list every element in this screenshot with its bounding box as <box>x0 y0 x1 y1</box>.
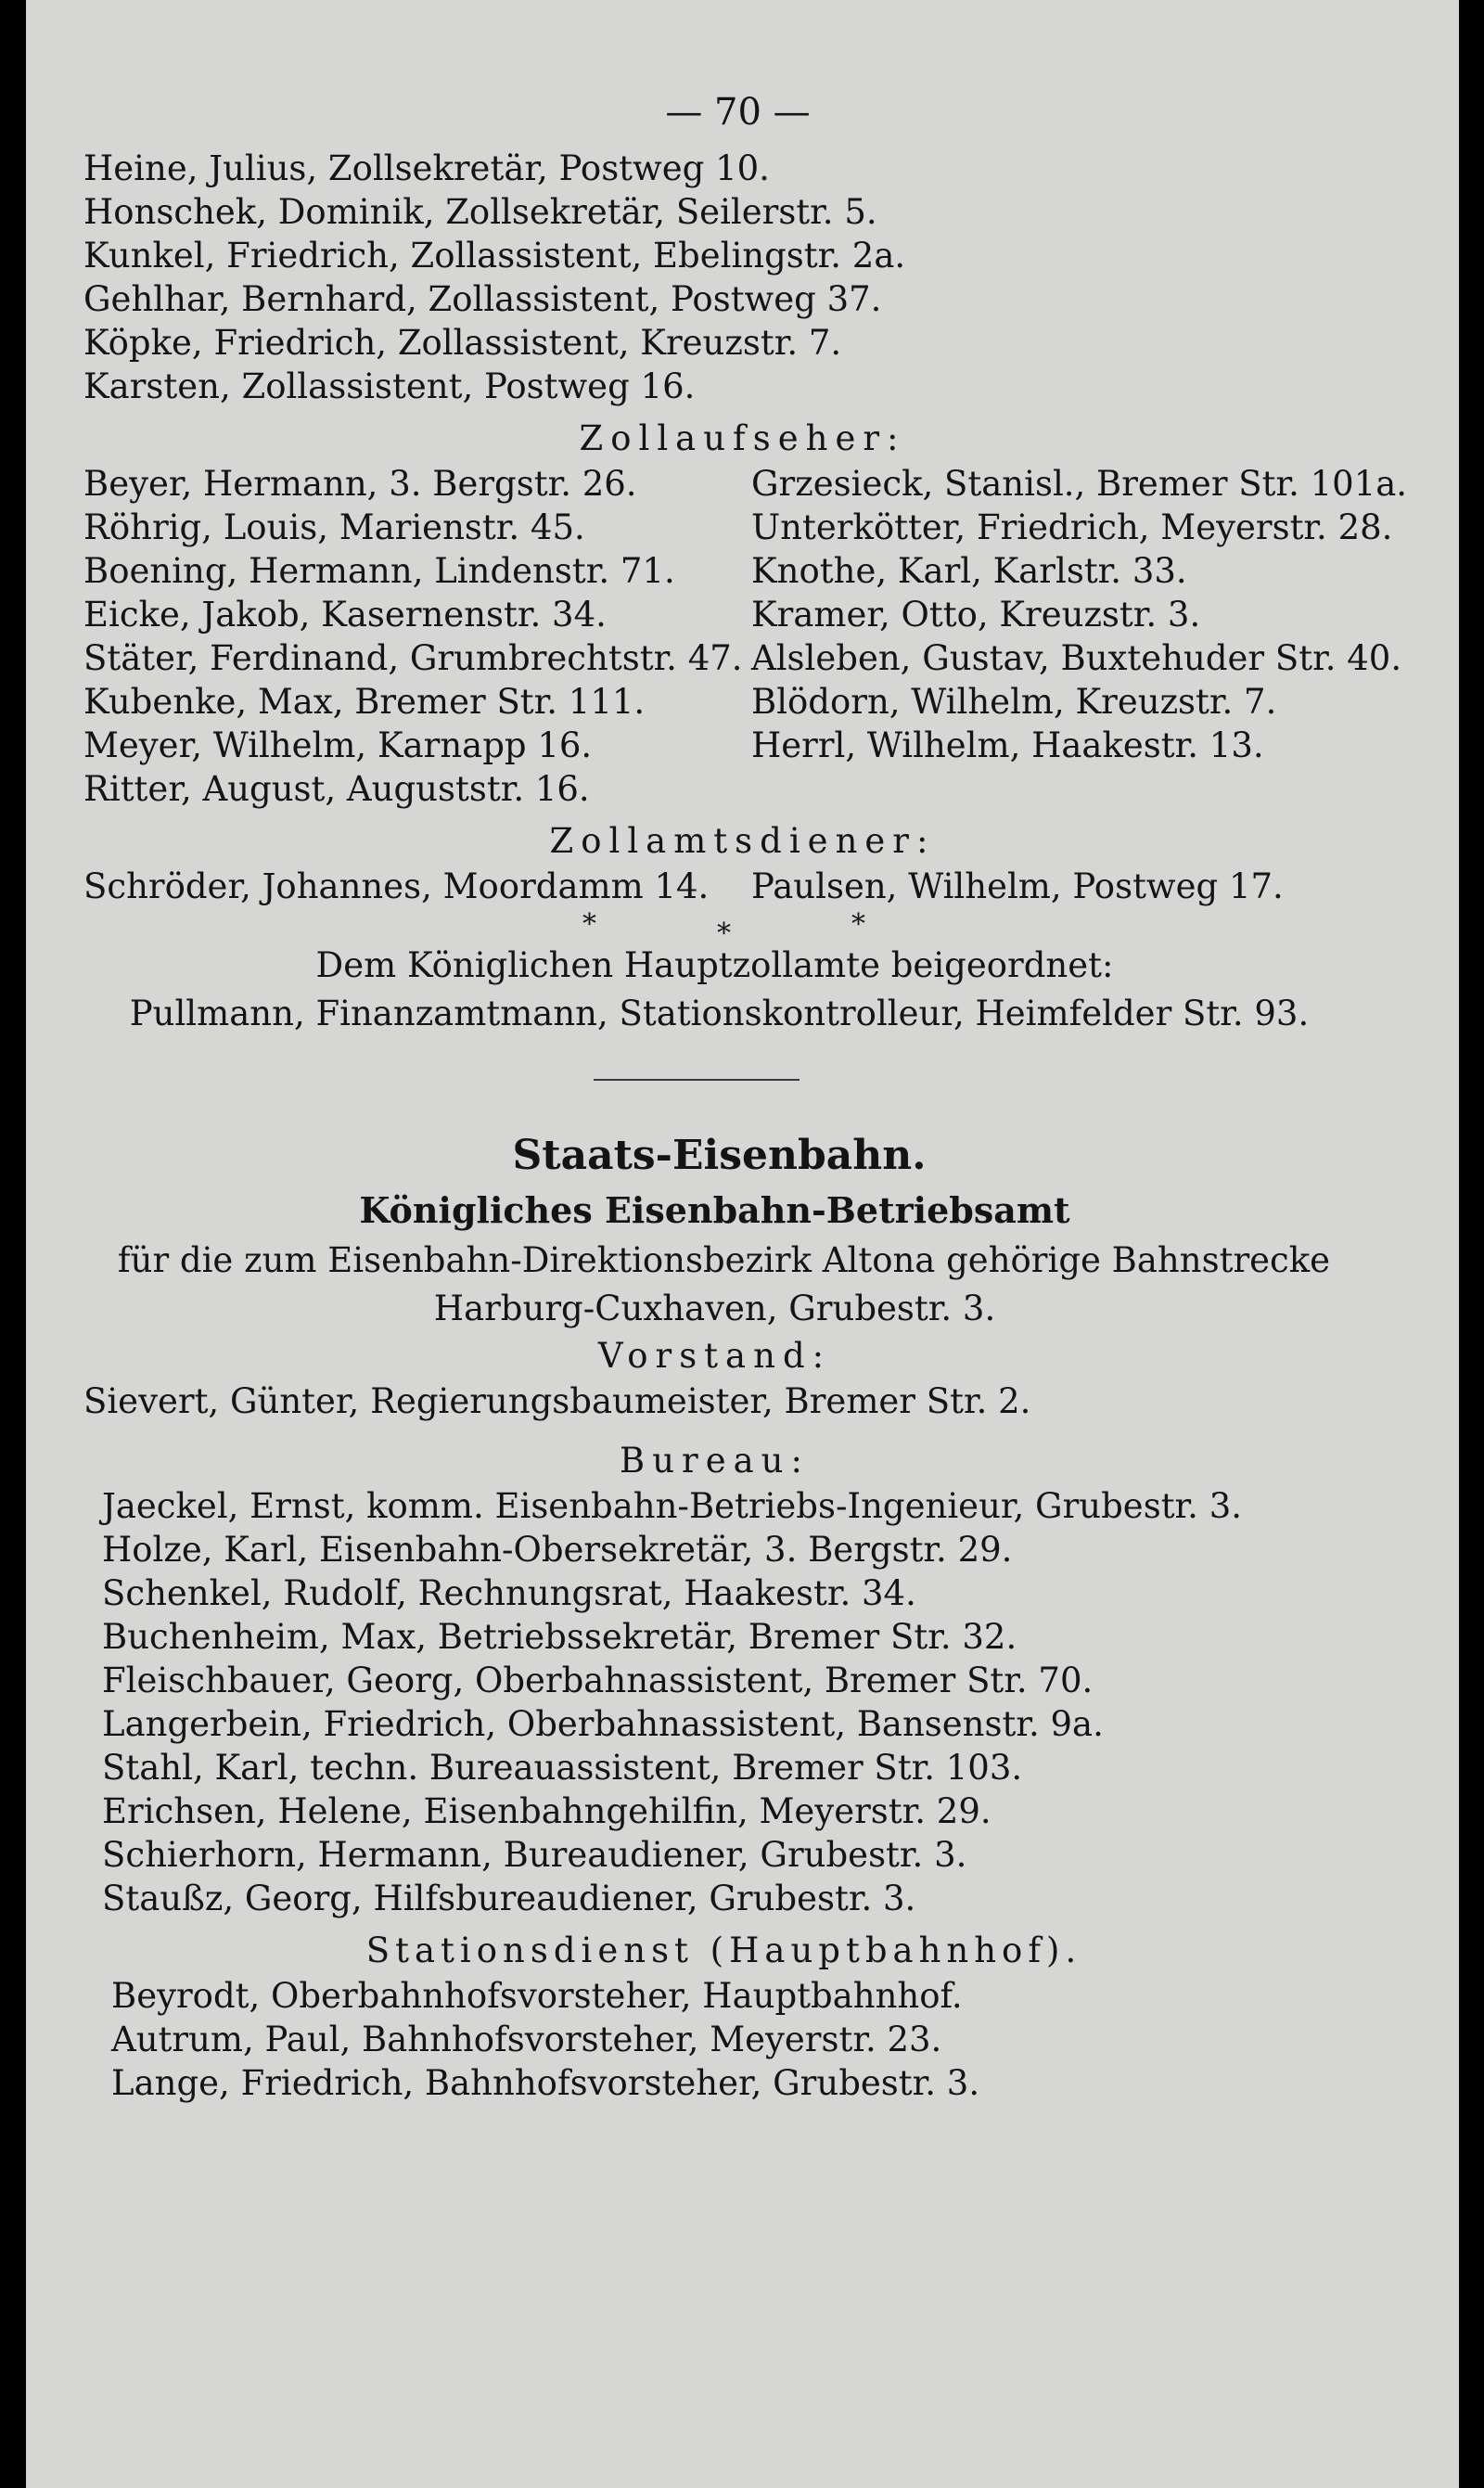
entry: Boening, Hermann, Lindenstr. 71. <box>83 551 675 591</box>
entry: Erichsen, Helene, Eisenbahngehilfin, Meyerstr. 29. <box>102 1791 991 1831</box>
bureau-list <box>102 1484 1459 1920</box>
entry: Gehlhar, Bernhard, Zollassistent, Postweg 37. <box>83 279 882 319</box>
entry: Paulsen, Wilhelm, Postweg 17. <box>751 866 1284 906</box>
right-column <box>751 462 1408 811</box>
entry: Herrl, Wilhelm, Haakestr. 13. <box>751 725 1264 765</box>
entry: Lange, Friedrich, Bahnhofsvorsteher, Grubestr. 3. <box>111 2063 980 2103</box>
entry: Staußz, Georg, Hilfsbureaudiener, Grubestr. 3. <box>102 1879 916 1918</box>
section-heading-vorstand: Vorstand: <box>597 1336 832 1376</box>
section-subtitle: Königliches Eisenbahn-Betriebsamt <box>359 1189 1070 1231</box>
entry: Unterkötter, Friedrich, Meyerstr. 28. <box>751 507 1393 547</box>
beigeordnet-entry: Pullmann, Finanzamtmann, Stationskontrolleur, Heimfelder Str. 93. <box>129 994 1310 1033</box>
section-heading-bureau: Bureau: <box>620 1441 810 1481</box>
zollaufseher-list <box>83 462 1459 811</box>
entry: Buchenheim, Max, Betriebssekretär, Bremer Str. 32. <box>102 1617 1017 1657</box>
asterism <box>0 908 1459 950</box>
entry: Schröder, Johannes, Moordamm 14. <box>83 866 710 906</box>
entry: Honschek, Dominik, Zollsekretär, Seilerstr. 5. <box>83 192 877 232</box>
entry: Langerbein, Friedrich, Oberbahnassistent, Bansenstr. 9a. <box>102 1704 1104 1744</box>
entry: Jaeckel, Ernst, komm. Eisenbahn-Betriebs-Ingenieur, Grubestr. 3. <box>102 1486 1243 1526</box>
star: * <box>717 917 731 950</box>
divider <box>594 1079 800 1081</box>
entry: Stahl, Karl, techn. Bureauassistent, Bremer Str. 103. <box>102 1748 1023 1788</box>
zollamtsdiener-list <box>83 865 1459 908</box>
beigeordnet-heading: Dem Königlichen Hauptzollamte beigeordnet: <box>315 945 1114 985</box>
description-line: für die zum Eisenbahn-Direktionsbezirk Altona gehörige Bahnstrecke <box>117 1240 1331 1280</box>
left-column <box>83 462 751 811</box>
entry: Schenkel, Rudolf, Rechnungsrat, Haakestr. 34. <box>102 1573 916 1613</box>
top-entries <box>83 147 1459 408</box>
entry: Fleischbauer, Georg, Oberbahnassistent, Bremer Str. 70. <box>102 1661 1094 1700</box>
entry: Sievert, Günter, Regierungsbaumeister, Bremer Str. 2. <box>83 1381 1031 1421</box>
book-page <box>26 0 1459 2488</box>
entry: Kunkel, Friedrich, Zollassistent, Ebelingstr. 2a. <box>83 236 906 276</box>
entry: Röhrig, Louis, Marienstr. 45. <box>83 507 585 547</box>
entry: Beyer, Hermann, 3. Bergstr. 26. <box>83 464 637 504</box>
entry: Ritter, August, Auguststr. 16. <box>83 769 590 809</box>
star: * <box>851 908 865 941</box>
entry: Eicke, Jakob, Kasernenstr. 34. <box>83 595 607 635</box>
entry: Schierhorn, Hermann, Bureaudiener, Grubestr. 3. <box>102 1835 967 1875</box>
entry: Autrum, Paul, Bahnhofsvorsteher, Meyerstr. 23. <box>111 2020 942 2059</box>
entry: Köpke, Friedrich, Zollassistent, Kreuzstr. 7. <box>83 323 842 363</box>
entry: Stäter, Ferdinand, Grumbrechtstr. 47. <box>83 638 743 678</box>
entry: Meyer, Wilhelm, Karnapp 16. <box>83 725 593 765</box>
entry: Karsten, Zollassistent, Postweg 16. <box>83 366 696 406</box>
stations-list <box>111 1974 1459 2105</box>
page-number: — 70 — <box>665 91 811 134</box>
entry: Knothe, Karl, Karlstr. 33. <box>751 551 1187 591</box>
description-line: Harburg-Cuxhaven, Grubestr. 3. <box>433 1289 996 1328</box>
section-title: Staats-Eisenbahn. <box>512 1132 927 1179</box>
star: * <box>582 908 596 941</box>
entry: Alsleben, Gustav, Buxtehuder Str. 40. <box>751 638 1402 678</box>
section-heading-zollamtsdiener: Zollamtsdiener: <box>549 821 936 861</box>
section-heading-stationsdienst: Stationsdienst (Hauptbahnhof). <box>365 1930 1082 1970</box>
entry: Holze, Karl, Eisenbahn-Obersekretär, 3. Bergstr. 29. <box>102 1530 1013 1570</box>
entry: Kubenke, Max, Bremer Str. 111. <box>83 682 646 722</box>
entry: Beyrodt, Oberbahnhofsvorsteher, Hauptbahnhof. <box>111 1976 963 2016</box>
entry: Heine, Julius, Zollsekretär, Postweg 10. <box>83 148 770 188</box>
entry: Blödorn, Wilhelm, Kreuzstr. 7. <box>751 682 1277 722</box>
entry: Kramer, Otto, Kreuzstr. 3. <box>751 595 1201 635</box>
section-heading-zollaufseher: Zollaufseher: <box>579 418 906 458</box>
entry: Grzesieck, Stanisl., Bremer Str. 101a. <box>751 464 1408 504</box>
